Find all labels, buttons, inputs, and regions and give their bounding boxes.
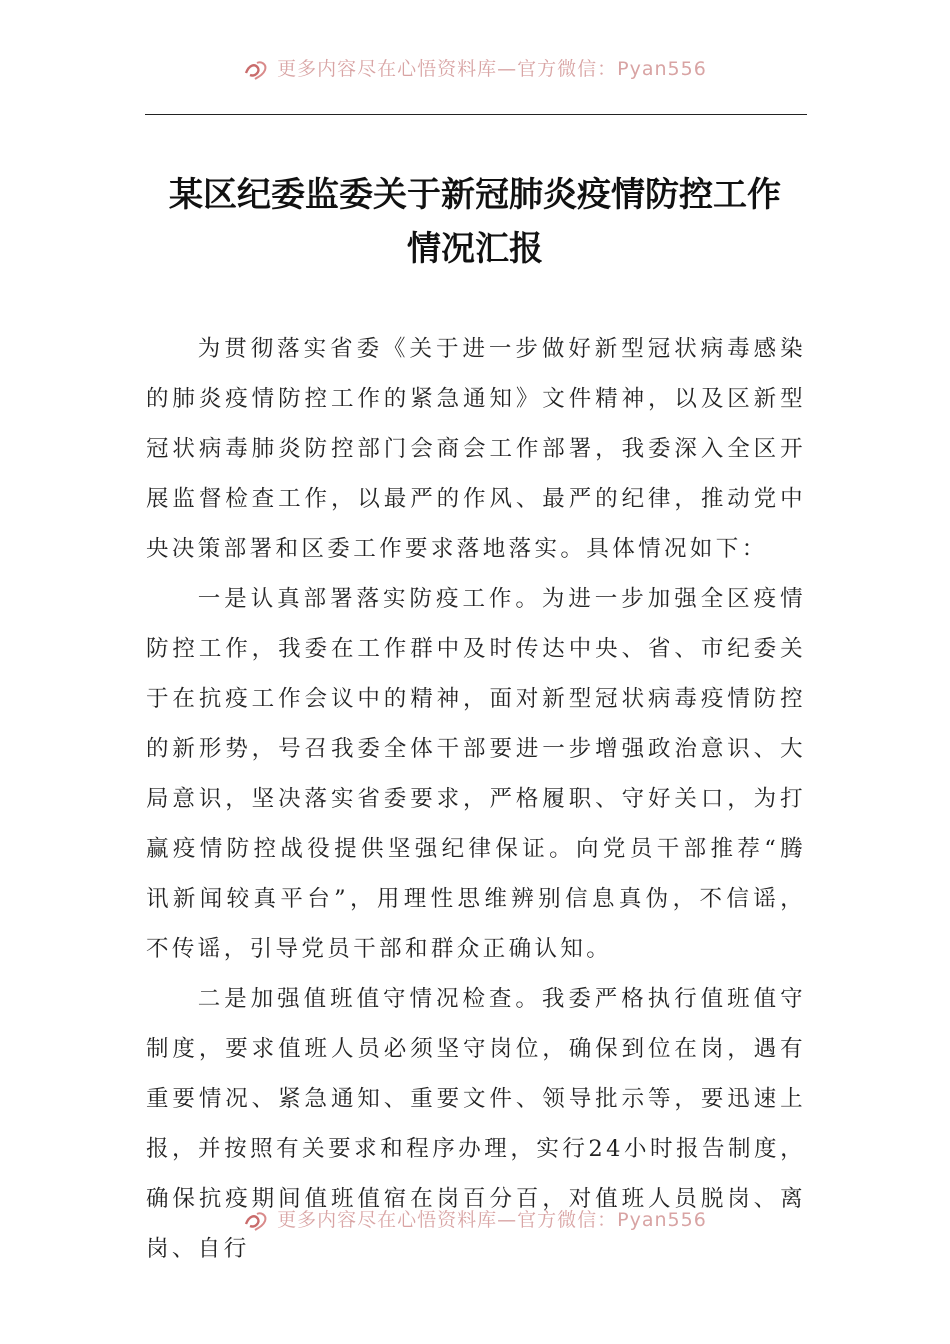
paragraph-intro: 为贯彻落实省委《关于进一步做好新型冠状病毒感染的肺炎疫情防控工作的紧急通知》文件精神，以及区新型冠状病毒肺炎防控部门会商会工作部署，我委深入全区开展监督检查工作，以最严的作风、最严的纪律，推动党中央决策部署和区委工作要求落地落实。具体情况如下：: [146, 336, 806, 562]
title-line-1: 某区纪委监委关于新冠肺炎疫情防控工作: [169, 175, 781, 215]
paragraph-point-1: 一是认真部署落实防疫工作。为进一步加强全区疫情防控工作，我委在工作群中及时传达中央、省、市纪委关于在抗疫工作会议中的精神，面对新型冠状病毒疫情防控的新形势，号召我委全体干部要进一步增强政治意识、大局意识，坚决落实省委要求，严格履职、守好关口，为打赢疫情防控战役提供坚强纪律保证。向党员干部推荐“腾讯新闻较真平台”，用理性思维辨别信息真伪，不信谣，不传谣，引导党员干部和群众正确认知。: [146, 586, 806, 962]
header-watermark-text: 更多内容尽在心悟资料库—官方微信：Pyan556: [277, 58, 707, 80]
paragraph-point-2: 二是加强值班值守情况检查。我委严格执行值班值守制度，要求值班人员必须坚守岗位，确保到位在岗，遇有重要情况、紧急通知、重要文件、领导批示等，要迅速上报，并按照有关要求和程序办理，实行24小时报告制度，确保抗疫期间值班值宿在岗百分百，对值班人员脱岗、离岗、自行: [146, 986, 806, 1262]
brand-logo-icon: [243, 1210, 271, 1232]
document-body: [146, 324, 806, 1274]
footer-watermark-text: 更多内容尽在心悟资料库—官方微信：Pyan556: [277, 1209, 707, 1231]
footer-watermark: [0, 1206, 950, 1236]
title-line-2: 情况汇报: [407, 229, 543, 269]
